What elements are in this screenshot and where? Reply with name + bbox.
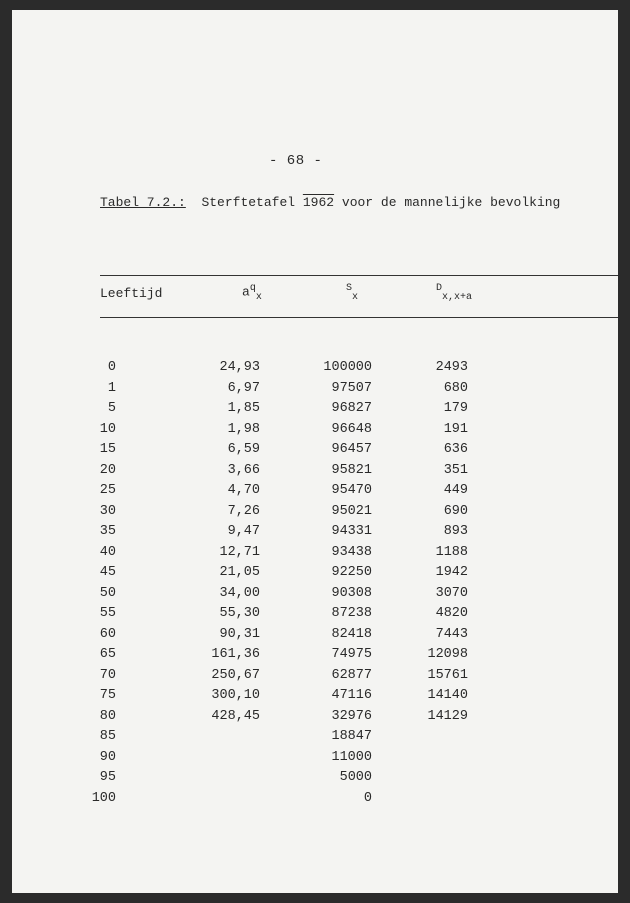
cell-d: 191 [443, 421, 468, 437]
cell-d: 351 [443, 462, 468, 478]
table-row [12, 729, 618, 750]
cell-d: 3070 [435, 585, 468, 601]
table-row [12, 791, 618, 812]
cell-s: 32976 [331, 708, 372, 724]
caption-text-after: voor de mannelijke bevolking [341, 195, 561, 210]
cell-age: 15 [99, 442, 116, 457]
cell-s: 94331 [331, 524, 372, 539]
caption-year: 1962 [302, 195, 335, 210]
table-row [12, 381, 618, 402]
cell-d: 12098 [427, 647, 468, 662]
table-row [12, 668, 618, 689]
cell-age: 70 [99, 667, 116, 683]
cell-s: 11000 [331, 749, 372, 765]
caption-text-before: Sterftetafel [201, 195, 296, 210]
caption-label: Tabel 7.2.: [100, 195, 186, 210]
cell-d: 449 [443, 483, 468, 498]
header-age: Leeftijd [100, 286, 163, 301]
cell-d: 4820 [435, 606, 468, 621]
table-row [12, 442, 618, 463]
cell-q: 21,05 [219, 565, 260, 580]
header-s-sub: x [352, 291, 359, 303]
table-header-rule [100, 317, 618, 318]
table-row [12, 627, 618, 648]
cell-q: 300,10 [211, 688, 260, 703]
cell-d: 15761 [427, 667, 468, 683]
cell-age: 60 [99, 626, 116, 642]
table-body [12, 360, 618, 811]
cell-age: 85 [99, 729, 116, 744]
cell-q: 24,93 [219, 360, 260, 375]
cell-s: 96648 [331, 421, 372, 437]
cell-s: 0 [363, 790, 372, 806]
table-row [12, 504, 618, 525]
table-top-rule [100, 275, 618, 276]
cell-d: 636 [443, 442, 468, 457]
cell-age: 5 [107, 401, 116, 416]
cell-d: 14140 [427, 688, 468, 703]
table-row [12, 750, 618, 771]
cell-d: 893 [443, 524, 468, 539]
cell-age: 65 [99, 647, 116, 662]
cell-q: 34,00 [219, 585, 260, 601]
header-q-sub: x [255, 291, 262, 303]
table-row [12, 586, 618, 607]
cell-q: 1,98 [227, 421, 260, 437]
cell-s: 97507 [331, 380, 372, 396]
header-q [242, 283, 262, 303]
header-q-sup: q [249, 283, 256, 294]
document-page [12, 10, 618, 893]
cell-q: 161,36 [211, 647, 260, 662]
table-row [12, 565, 618, 586]
cell-s: 87238 [331, 606, 372, 621]
cell-age: 75 [99, 688, 116, 703]
table-row [12, 483, 618, 504]
page-number: - 68 - [269, 153, 323, 169]
table-row [12, 647, 618, 668]
table-row [12, 606, 618, 627]
cell-s: 95821 [331, 462, 372, 478]
cell-s: 93438 [331, 544, 372, 560]
cell-s: 47116 [331, 688, 372, 703]
cell-s: 82418 [331, 626, 372, 642]
cell-q: 6,97 [227, 380, 260, 396]
cell-q: 9,47 [227, 524, 260, 539]
cell-q: 3,66 [227, 462, 260, 478]
cell-q: 428,45 [211, 708, 260, 724]
cell-s: 74975 [331, 647, 372, 662]
cell-age: 80 [99, 708, 116, 724]
cell-s: 90308 [331, 585, 372, 601]
cell-d: 690 [443, 503, 468, 519]
header-q-pre: a [242, 284, 250, 300]
cell-age: 0 [107, 360, 116, 375]
table-row [12, 524, 618, 545]
table-row [12, 709, 618, 730]
table-caption [100, 195, 560, 210]
cell-q: 7,26 [227, 503, 260, 519]
table-row [12, 463, 618, 484]
table-row [12, 770, 618, 791]
cell-age: 20 [99, 462, 116, 478]
cell-d: 2493 [435, 360, 468, 375]
cell-d: 1188 [435, 544, 468, 560]
cell-s: 96457 [331, 442, 372, 457]
header-s-sup: S [346, 283, 353, 294]
cell-age: 1 [107, 380, 116, 396]
cell-d: 680 [443, 380, 468, 396]
cell-age: 30 [99, 503, 116, 519]
cell-q: 55,30 [219, 606, 260, 621]
cell-s: 18847 [331, 729, 372, 744]
header-d [436, 283, 472, 303]
cell-age: 55 [99, 606, 116, 621]
cell-s: 92250 [331, 565, 372, 580]
cell-q: 12,71 [219, 544, 260, 560]
header-s [346, 283, 358, 303]
cell-age: 25 [99, 483, 116, 498]
cell-d: 14129 [427, 708, 468, 724]
cell-s: 5000 [339, 770, 372, 785]
cell-age: 100 [91, 790, 116, 806]
cell-s: 62877 [331, 667, 372, 683]
cell-age: 35 [99, 524, 116, 539]
table-row [12, 422, 618, 443]
cell-s: 96827 [331, 401, 372, 416]
cell-s: 95021 [331, 503, 372, 519]
cell-age: 90 [99, 749, 116, 765]
cell-age: 45 [99, 565, 116, 580]
cell-age: 95 [99, 770, 116, 785]
table-row [12, 401, 618, 422]
cell-age: 10 [99, 421, 116, 437]
cell-age: 50 [99, 585, 116, 601]
cell-q: 4,70 [227, 483, 260, 498]
table-row [12, 545, 618, 566]
cell-d: 7443 [435, 626, 468, 642]
cell-d: 1942 [435, 565, 468, 580]
cell-s: 100000 [323, 360, 372, 375]
cell-q: 6,59 [227, 442, 260, 457]
table-row [12, 360, 618, 381]
cell-q: 90,31 [219, 626, 260, 642]
cell-q: 1,85 [227, 401, 260, 416]
cell-q: 250,67 [211, 667, 260, 683]
cell-age: 40 [99, 544, 116, 560]
header-d-sup: D [436, 283, 443, 294]
cell-s: 95470 [331, 483, 372, 498]
table-row [12, 688, 618, 709]
header-d-sub: x,x+a [442, 291, 473, 303]
cell-d: 179 [443, 401, 468, 416]
